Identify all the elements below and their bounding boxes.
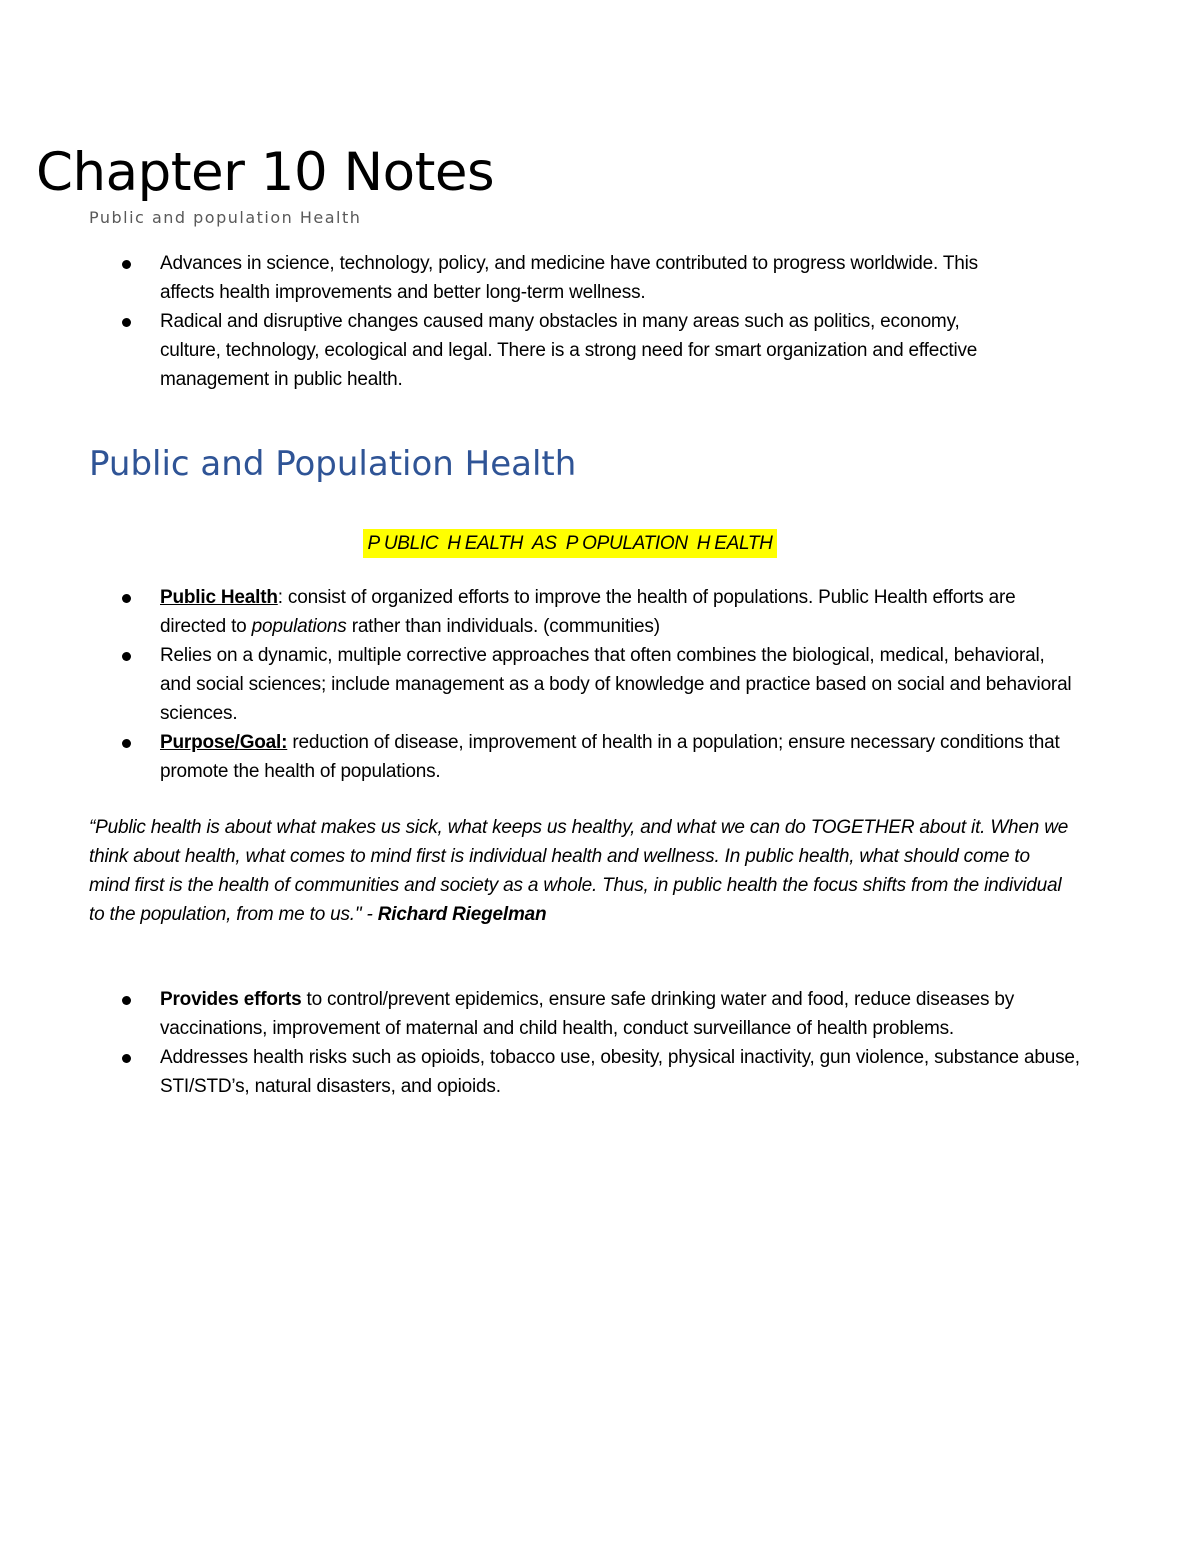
highlighted-subheading	[0, 533, 1140, 555]
definition-bullet-list	[0, 583, 1080, 786]
list-item: Radical and disruptive changes caused many obstacles in many areas such as politics, economy, culture, technology, ecological and legal. There is a strong need for smart organization and effective management in public health.	[0, 307, 1000, 394]
term-provides-efforts: Provides efforts	[160, 989, 302, 1010]
intro-bullet-list	[0, 249, 1000, 394]
efforts-bullet-list	[0, 985, 1080, 1101]
list-item: Relies on a dynamic, multiple corrective approaches that often combines the biological, medical, behavioral, and social sciences; include management as a body of knowledge and practice based on social and behavioral sciences.	[0, 641, 1080, 728]
quote-text: “Public health is about what makes us sick, what keeps us healthy, and what we can do TOGETHER about it. When we think about health, what comes to mind first is individual health and wellness. In public health, what should come to mind first is the health of communities and society as a whole. Thus, in public health the focus shifts from the individual to the population, from me to us." -	[89, 817, 1069, 925]
highlight-mark: P UBLIC H EALTH AS P OPULATION H EALTH	[363, 529, 776, 558]
term-purpose-goal: Purpose/Goal:	[160, 732, 288, 753]
list-item: Addresses health risks such as opioids, tobacco use, obesity, physical inactivity, gun violence, substance abuse, STI/STD’s, natural disasters, and opioids.	[0, 1043, 1080, 1101]
quote-author: Richard Riegelman	[377, 904, 547, 925]
list-item: Purpose/Goal: reduction of disease, improvement of health in a population; ensure necessary conditions that promote the health of populations.	[0, 728, 1080, 786]
term-public-health: Public Health	[160, 587, 278, 608]
list-item: Advances in science, technology, policy, and medicine have contributed to progress worldwide. This affects health improvements and better long-term wellness.	[0, 249, 1000, 307]
document-title: Chapter 10 Notes	[36, 142, 495, 203]
list-item: Provides efforts to control/prevent epidemics, ensure safe drinking water and food, reduce diseases by vaccinations, improvement of maternal and child health, conduct surveillance of health problems.	[0, 985, 1080, 1043]
document-subtitle: Public and population Health	[89, 208, 362, 227]
quote-block	[89, 813, 1069, 929]
section-heading: Public and Population Health	[89, 444, 577, 484]
list-item: Public Health: consist of organized efforts to improve the health of populations. Public Health efforts are directed to populations rather than individuals. (communities)	[0, 583, 1080, 641]
